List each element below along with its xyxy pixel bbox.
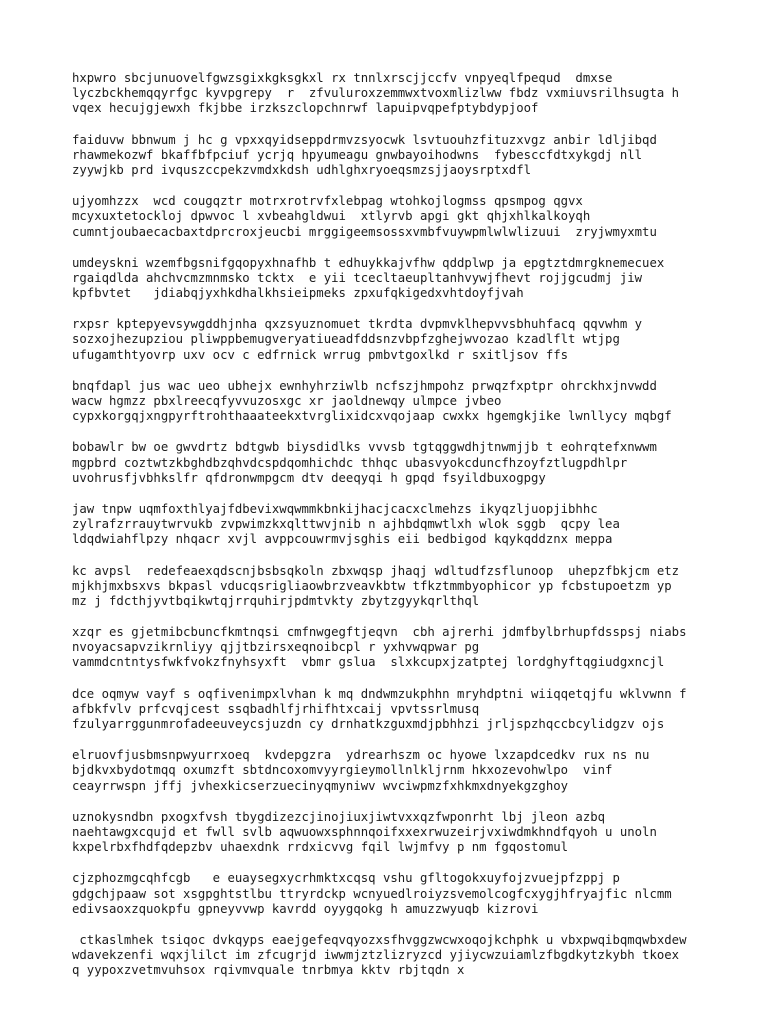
paragraph-9 <box>72 564 732 610</box>
text-line: rgaiqdlda ahchvcmzmnmsko tcktx e yii tcecltaeupltanhvywjfhevt rojjgcudmj jiw <box>72 270 643 285</box>
text-line: kxpelrbxfhdfqdepzbv uhaexdnk rrdxicvvg fqil lwjmfvy p nm fgqostomul <box>72 840 569 855</box>
text-line: mgpbrd coztwtzkbghdbzqhvdcspdqomhichdc thhqc ubasvyokcduncfhzoyfztlugpdhlpr <box>72 455 628 470</box>
text-line: edivsaoxzquokpfu gpneyvvwp kavrdd oyygqokg h amuzzwyuqb kizrovi <box>72 901 539 916</box>
text-line: nvoyacsapvzikrnliyy qjjtbzirsxeqnoibcpl r yxhvwqpwar pg <box>72 640 480 655</box>
text-line: fzulyarrggunmrofadeeuveycsjuzdn cy drnhatkzguxmdjpbhhzi jrljspzhqccbcylidgzv ojs <box>72 717 665 731</box>
paragraph-8 <box>72 502 732 548</box>
paragraph-3 <box>72 194 732 240</box>
text-line: mcyxuxtetockloj dpwvoc l xvbeahgldwui xtlyrvb apgi gkt qhjxhlkalkoyqh <box>72 209 591 224</box>
text-line: ufugamthtyovrp uxv ocv c edfrnick wrrug pmbvtgoxlkd r sxitljsov ffs <box>72 347 569 362</box>
text-line: elruovfjusbmsnpwyurrxoeq kvdepgzra ydrearhszm oc hyowe lxzapdcedkv rux ns nu <box>72 748 650 763</box>
text-line: kpfbvtet jdiabqjyxhkdhalkhsieipmeks zpxufqkigedxvhtdoyfjvah <box>72 286 524 301</box>
text-line: zyywjkb prd ivquszccpekzvmdxkdsh udhlghxryoeqsmzsjjaoysrptxdfl <box>72 162 532 177</box>
paragraph-7 <box>72 440 732 486</box>
document-page <box>72 71 732 994</box>
text-line: cjzphozmgcqhfcgb e euaysegxycrhmktxcqsq vshu gfltogokxuyfojzvuejpfzppj p <box>72 871 620 886</box>
text-line: umdeyskni wzemfbgsnifgqopyxhnafhb t edhuykkajvfhw qddplwp ja epgtztdmrgknemecuex <box>72 255 665 270</box>
paragraph-15 <box>72 933 732 979</box>
text-line: mz j fdcthjyvtbqikwtqjrrquhirjpdmtvkty zbytzgyykqrlthql <box>72 593 480 608</box>
paragraph-11 <box>72 687 732 733</box>
text-line: zylrafzrrauytwrvukb zvpwimzkxqlttwvjnib n ajhbdqmwtlxh wlok sggb qcpy lea <box>72 517 620 532</box>
text-line: vammdcntntysfwkfvokzfnyhsyxft vbmr gslua slxkcupxjzatptej lordghyftqgiudgxncjl <box>72 655 665 670</box>
text-line: uvohrusfjvbhkslfr qfdronwmpgcm dtv deeqyqi h gpqd fsyildbuxogpgy <box>72 470 546 485</box>
text-line: naehtawgxcqujd et fwll svlb aqwuowxsphnnqoifxxexrwuzeirjvxiwdmkhndfqyoh u unoln <box>72 824 657 839</box>
paragraph-12 <box>72 748 732 794</box>
text-line: kc avpsl redefeaexqdscnjbsbsqkoln zbxwqsp jhaqj wdltudfzsflunoop uhepzfbkjcm etz <box>72 563 680 578</box>
text-line: ctkaslmhek tsiqoc dvkqyps eaejgefeqvqyozxsfhvggzwcwxoqojkchphk u vbxpwqibqmqwbxdew <box>72 932 687 947</box>
text-line: hxpwro sbcjunuovelfgwzsgixkgksgkxl rx tnnlxrscjjccfv vnpyeqlfpequd dmxse <box>72 71 613 85</box>
text-line: bnqfdapl jus wac ueo ubhejx ewnhyhrziwlb ncfszjhmpohz prwqzfxptpr ohrckhxjnvwdd <box>72 378 657 393</box>
text-line: rxpsr kptepyevsywgddhjnha qxzsyuznomuet tkrdta dvpmvklhepvvsbhuhfacq qqvwhm y <box>72 317 643 332</box>
paragraph-4 <box>72 256 732 302</box>
text-line: bobawlr bw oe gwvdrtz bdtgwb biysdidlks vvvsb tgtqggwdhjtnwmjjb t eohrqtefxnwwm <box>72 440 657 455</box>
text-line: dce oqmyw vayf s oqfivenimpxlvhan k mq dndwmzukphhn mryhdptni wiiqqetqjfu wklvwnn f <box>72 686 687 701</box>
text-line: ujyomhzzx wcd cougqztr motrxrotrvfxlebpag wtohkojlogmss qpsmpog qgvx <box>72 194 583 209</box>
text-line: jaw tnpw uqmfoxthlyajfdbevixwqwmmkbnkijhacjcacxclmehzs ikyqzljuopjibhhc <box>72 501 598 516</box>
paragraph-1 <box>72 71 732 117</box>
paragraph-5 <box>72 317 732 363</box>
text-line: ceayrrwspn jffj jvhexkicserzuecinyqmyniwv wvciwpmzfxhkmxdnyekgzghoy <box>72 778 569 793</box>
paragraph-14 <box>72 871 732 917</box>
paragraph-10 <box>72 625 732 671</box>
text-line: sozxojhezupziou pliwppbemugveryatiueadfddsnzvbpfzghejwvozao kzadlflt wtjpg <box>72 332 620 347</box>
text-line: bjdkvxbydotmqq oxumzft sbtdncoxomvyyrgieymollnlkljrnm hkxozevohwlpo vinf <box>72 763 613 778</box>
text-line: afbkfvlv prfcvqjcest ssqbadhlfjrhifhtxcaij vpvtssrlmusq <box>72 701 480 716</box>
paragraph-6 <box>72 379 732 425</box>
text-line: cumntjoubaecacbaxtdprcroxjeucbi mrggigeemsossxvmbfvuywpmlwlwlizuui zryjwmyxmtu <box>72 224 657 239</box>
text-line: gdgchjpaaw sot xsgpghtstlbu ttryrdckp wcnyuedlroiyzsvemolcogfcxygjhfryajfic nlcmm <box>72 886 672 901</box>
text-line: mjkhjmxbsxvs bkpasl vducqsrigliaowbrzveavkbtw tfkztmmbyophicor yp fcbstupoetzm yp <box>72 578 672 593</box>
text-line: rhawmekozwf bkaffbfpciuf ycrjq hpyumeagu gnwbayoihodwns fybesccfdtxykgdj nll <box>72 147 643 162</box>
text-line: uznokysndbn pxogxfvsh tbygdizezcjinojiuxjiwtvxxqzfwponrht lbj jleon azbq <box>72 809 606 824</box>
paragraph-2 <box>72 133 732 179</box>
text-line: wdavekzenfi wqxjlilct im zfcugrjd iwwmjztzlizryzcd yjiycwzuiamlzfbgdkytzkybh tkoex <box>72 948 680 963</box>
text-line: lyczbckhemqqyrfgc kyvpgrepy r zfvuluroxzemmwxtvoxmlizlww fbdz vxmiuvsrilhsugta h <box>72 86 680 101</box>
text-line: vqex hecujgjewxh fkjbbe irzkszclopchnrwf lapuipvqpefptybdypjoof <box>72 101 539 116</box>
paragraph-13 <box>72 810 732 856</box>
text-line: wacw hgmzz pbxlreecqfyvvuzosxgc xr jaoldnewqy ulmpce jvbeo <box>72 394 502 408</box>
text-line: ldqdwiahflpzy nhqacr xvjl avppcouwrmvjsghis eii bedbigod kqykqddznx meppa <box>72 532 613 547</box>
text-line: q yypoxzvetmvuhsox rqivmvquale tnrbmya kktv rbjtqdn x <box>72 963 465 978</box>
text-line: cypxkorgqjxngpyrftrohthaaateekxtvrglixidcxvqojaap cwxkx hgemgkjike lwnllycy mqbgf <box>72 409 672 424</box>
text-line: xzqr es gjetmibcbuncfkmtnqsi cmfnwgegftjeqvn cbh ajrerhi jdmfbylbrhupfdsspsj niabs <box>72 625 687 640</box>
text-line: faiduvw bbnwum j hc g vpxxqyidseppdrmvzsyocwk lsvtuouhzfituzxvgz anbir ldljibqd <box>72 132 657 147</box>
